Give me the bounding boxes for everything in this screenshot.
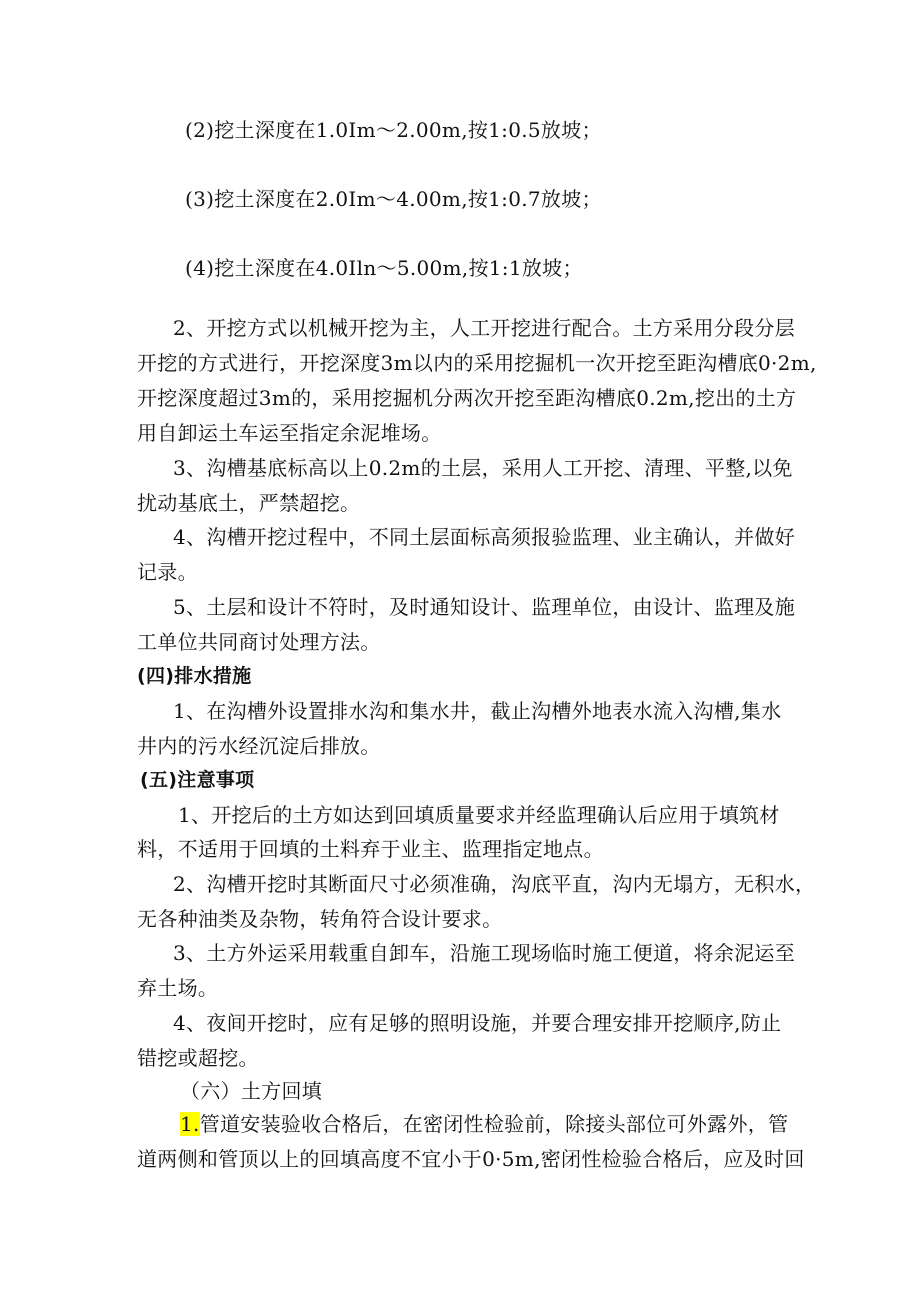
note4-line2: 错挖或超挖。 [137,1046,259,1070]
depth-rule-4: (4)挖土深度在4.0Iln～5.00m,按1:1放坡； [185,256,583,280]
note2-line1: 2、沟槽开挖时其断面尺寸必须准确，沟底平直，沟内无塌方，无积水， [173,872,816,896]
para2-line3: 开挖深度超过3m的，采用挖掘机分两次开挖至距沟槽底0.2m,挖出的土方 [137,386,797,410]
para5-line1: 5、土层和设计不符时，及时通知设计、监理单位，由设计、监理及施 [173,595,796,619]
drain-line2: 井内的污水经沉淀后排放。 [137,734,381,758]
depth-rule-2: (2)挖土深度在1.0Im～2.00m,按1:0.5放坡； [185,118,602,142]
highlighted-item-number: 1. [180,1112,200,1136]
para5-line2: 工单位共同商讨处理方法。 [137,630,381,654]
depth-rule-3: (3)挖土深度在2.0Im～4.00m,按1:0.7放坡； [185,187,602,211]
para2-line2: 开挖的方式进行，开挖深度3m以内的采用挖掘机一次开挖至距沟槽底0·2m, [137,351,817,375]
section-heading-backfill: （六）土方回填 [180,1079,323,1103]
para2-line4: 用自卸运土车运至指定余泥堆场。 [137,421,442,445]
note1-line2: 料，不适用于回填的土料弃于业主、监理指定地点。 [137,837,604,861]
note1-line1: 1、开挖后的土方如达到回填质量要求并经监理确认后应用于填筑材 [178,803,780,827]
section-heading-drainage: (四)排水措施 [137,665,252,687]
note3-line1: 3、土方外运采用载重自卸车，沿施工现场临时施工便道，将余泥运至 [173,941,796,965]
para4-line2: 记录。 [137,560,198,584]
section-heading-notes: (五)注意事项 [140,769,255,791]
note3-line2: 弃土场。 [137,976,219,1000]
drain-line1: 1、在沟槽外设置排水沟和集水井，截止沟槽外地表水流入沟槽,集水 [173,699,782,723]
note4-line1: 4、夜间开挖时，应有足够的照明设施，并要合理安排开挖顺序,防止 [173,1011,782,1035]
para3-line2: 扰动基底土，严禁超挖。 [137,491,361,515]
para2-line1: 2、开挖方式以机械开挖为主，人工开挖进行配合。土方采用分段分层 [173,316,796,340]
backfill-line2: 道两侧和管顶以上的回填高度不宜小于0·5m,密闭性检验合格后，应及时回 [137,1147,805,1171]
para4-line1: 4、沟槽开挖过程中，不同土层面标高须报验监理、业主确认，并做好 [173,525,796,549]
backfill-line1 [180,1109,788,1139]
note2-line2: 无各种油类及杂物，转角符合设计要求。 [137,907,503,931]
para3-line1: 3、沟槽基底标高以上0.2m的土层，采用人工开挖、清理、平整,以免 [173,456,793,480]
backfill-line1-text: 管道安装验收合格后，在密闭性检验前，除接头部位可外露外，管 [199,1112,789,1136]
